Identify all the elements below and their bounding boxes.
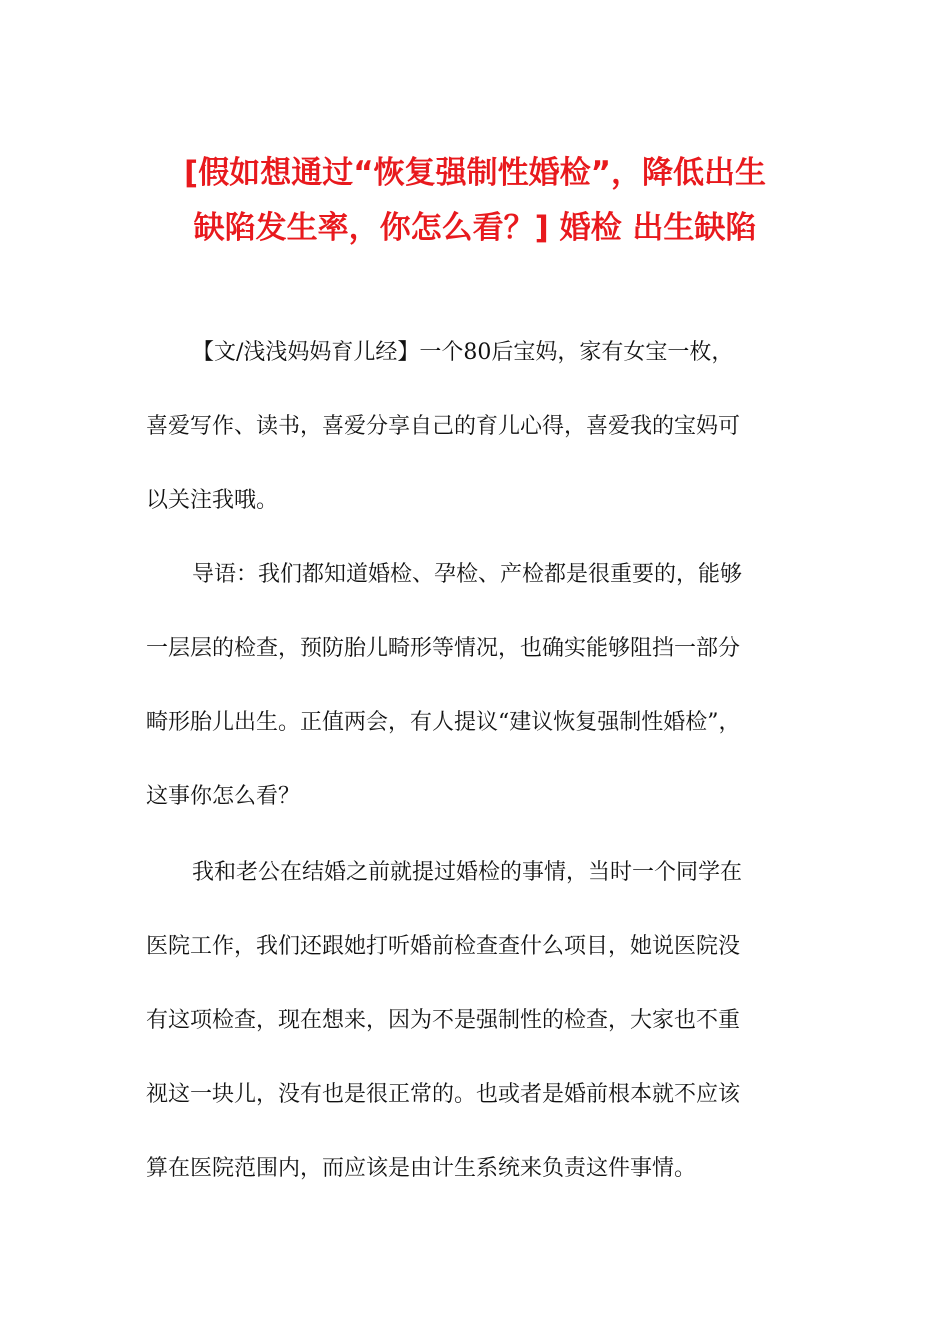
- paragraph-line: 视这一块儿，没有也是很正常的。也或者是婚前根本就不应该: [146, 1082, 741, 1107]
- paragraph-line: 算在医院范围内，而应该是由计生系统来负责这件事情。: [146, 1156, 697, 1181]
- paragraph-line: 我和老公在结婚之前就提过婚检的事情，当时一个同学在: [192, 860, 743, 885]
- body-paragraph: [146, 836, 806, 1206]
- paragraph-line: 一层层的检查，预防胎儿畸形等情况，也确实能够阻挡一部分: [146, 636, 741, 661]
- title-line: 缺陷发生率，你怎么看？] 婚检 出生缺陷: [193, 210, 757, 246]
- paragraph-line: 医院工作，我们还跟她打听婚前检查查什么项目，她说医院没: [146, 934, 741, 959]
- document-title: [100, 146, 850, 256]
- author-intro-paragraph: [146, 316, 806, 538]
- title-line: [假如想通过“恢复强制性婚检”，降低出生: [184, 155, 766, 191]
- paragraph-line: 这事你怎么看？: [146, 784, 301, 809]
- lead-paragraph: [146, 538, 806, 834]
- paragraph-line: 有这项检查，现在想来，因为不是强制性的检查，大家也不重: [146, 1008, 741, 1033]
- paragraph-line: 【文/浅浅妈妈育儿经】一个80后宝妈，家有女宝一枚，: [192, 340, 734, 365]
- paragraph-line: 喜爱写作、读书，喜爱分享自己的育儿心得，喜爱我的宝妈可: [146, 414, 741, 439]
- paragraph-line: 畸形胎儿出生。正值两会，有人提议“建议恢复强制性婚检”，: [146, 710, 741, 735]
- paragraph-line: 导语：我们都知道婚检、孕检、产检都是很重要的，能够: [192, 562, 743, 587]
- paragraph-line: 以关注我哦。: [146, 488, 279, 513]
